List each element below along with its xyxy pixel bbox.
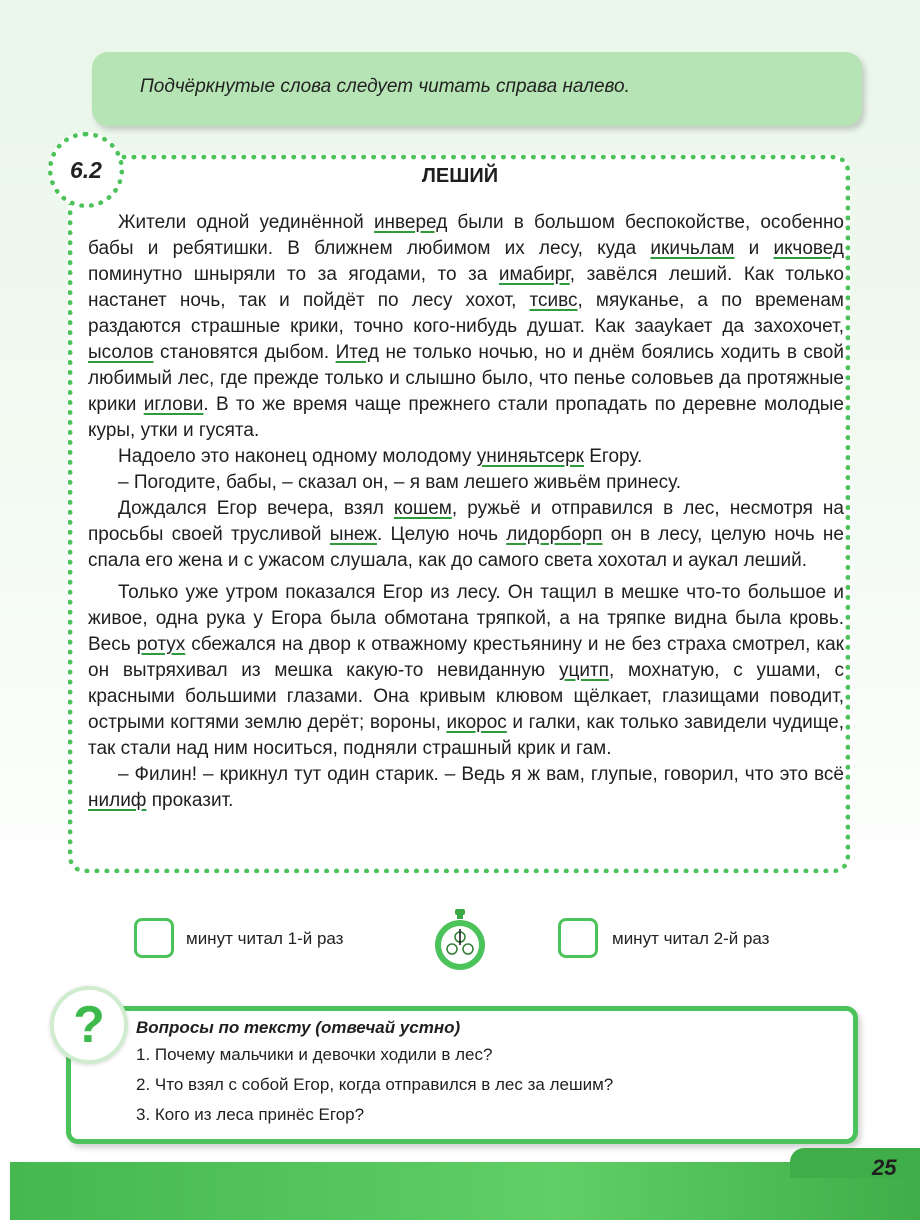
question-item: 2. Что взял с собой Егор, когда отправился в лес за лешим? — [136, 1075, 614, 1094]
second-reading-label: минут читал 2-й раз — [612, 929, 770, 948]
story-text-run: . В то же время чаще прежнего стали пропадать по деревне молодые куры, утки и гусята. — [88, 394, 844, 441]
story-text-run: поминутно шныряли то за ягодами, то за — [88, 264, 499, 285]
story-text-run: и галки, как только завидели чудище, так стали над ним носиться, подняли страшный крик и гам. — [88, 712, 844, 759]
footer-band — [10, 1162, 920, 1220]
reversed-word: иглови — [143, 394, 204, 415]
story-text-run: , мохнатую, с ушами, с красными большими глазами. Она кривым клювом щёлкает, глазищами поводит, острыми когтями землю дерёт; вороны, — [88, 660, 844, 733]
story-text-run: Дождался Егор вечера, взял — [118, 498, 394, 519]
story-paragraph — [88, 470, 844, 496]
story-text — [88, 210, 844, 814]
exercise-number: 6.2 — [48, 132, 124, 208]
reversed-word: нилиф — [88, 790, 147, 811]
first-reading-time-box[interactable] — [134, 918, 174, 958]
page-number: 25 — [872, 1155, 897, 1180]
reversed-word: ынеж — [329, 524, 377, 545]
story-text-run: проказит. — [146, 790, 234, 811]
story-text-run: – Филин! – крикнул тут один старик. – Ведь я ж вам, глупые, говорил, что это всё — [118, 764, 844, 785]
story-text-run: были в большом беспокойстве, особенно бабы и ребятишки. В ближнем любимом их лесу, куда — [88, 212, 845, 259]
stopwatch-icon — [432, 907, 488, 973]
reversed-word: лидорборп — [506, 524, 603, 545]
story-paragraph — [88, 210, 844, 444]
story-text-run: Егору. — [583, 446, 643, 467]
story-title: ЛЕШИЙ — [421, 165, 499, 187]
reversed-word: имабирг — [498, 264, 570, 285]
question-item: 3. Кого из леса принёс Егор? — [136, 1105, 365, 1124]
reversed-word: тсивс — [529, 290, 578, 311]
story-text-run: становятся дыбом. — [153, 342, 336, 363]
instruction-banner — [92, 52, 862, 126]
story-text-run: сбежался на двор к отважному крестьянину и не без страха смотрел, как он вытряхивал из мешка какую-то невиданную — [88, 634, 844, 681]
story-text-run: Жители одной уединённой — [118, 212, 374, 233]
reversed-word: икичьлам — [650, 238, 735, 259]
reversed-word: ысолов — [88, 342, 154, 363]
story-text-run: – Погодите, бабы, – сказал он, – я вам лешего живьём принесу. — [118, 472, 681, 493]
story-text-run: и — [734, 238, 774, 259]
story-text-run: не только ночью, но и днём боялись ходить в свой любимый лес, где прежде только и слышно было, что пенье соловьев да протяжные крики — [88, 342, 844, 415]
reversed-word: икчовед — [773, 238, 845, 259]
story-text-run: он в лесу, целую ночь не спала его жена и с ужасом слушала, как до самого света хохотал и аукал леший. — [88, 524, 844, 571]
reversed-word: ротух — [136, 634, 186, 655]
question-mark-icon: ? — [50, 986, 128, 1064]
story-text-run: . Целую ночь — [377, 524, 507, 545]
first-reading-label: минут читал 1-й раз — [186, 929, 344, 948]
story-text-run: Только уже утром показался Егор из лесу. Он тащил в мешке что-то большое и живое, одна рука у Егора была обмотана тряпкой, а на тряпке видна была кровь. Весь — [88, 582, 844, 655]
reversed-word: икорос — [446, 712, 507, 733]
question-item: 1. Почему мальчики и девочки ходили в лес? — [136, 1045, 493, 1064]
page-number-tab — [790, 1148, 920, 1178]
questions-title: Вопросы по тексту (отвечай устно) — [136, 1018, 461, 1037]
story-paragraph — [88, 762, 844, 814]
story-text-run: Надоело это наконец одному молодому — [118, 446, 477, 467]
reversed-word: уцитп — [558, 660, 609, 681]
story-paragraph — [88, 444, 844, 470]
story-paragraph — [88, 496, 844, 574]
reversed-word: кошем — [393, 498, 452, 519]
second-reading-time-box[interactable] — [558, 918, 598, 958]
reversed-word: инверед — [373, 212, 448, 233]
reversed-word: Итед — [335, 342, 380, 363]
story-text-run: , ружьё и отправился в лес, несмотря на просьбы своей трусливой — [88, 498, 844, 545]
story-paragraph — [88, 580, 844, 762]
story-text-run: , мяуканье, а по временам раздаются страшные крики, точно кого-нибудь душат. Как заауkaет да захохочет, — [88, 290, 844, 337]
story-text-run: , завёлся леший. Как только настанет ночь, так и пойдёт по лесу хохот, — [88, 264, 844, 311]
instruction-text: Подчёркнутые слова следует читать справа налево. — [140, 76, 630, 97]
reversed-word: униняьтсерк — [476, 446, 584, 467]
